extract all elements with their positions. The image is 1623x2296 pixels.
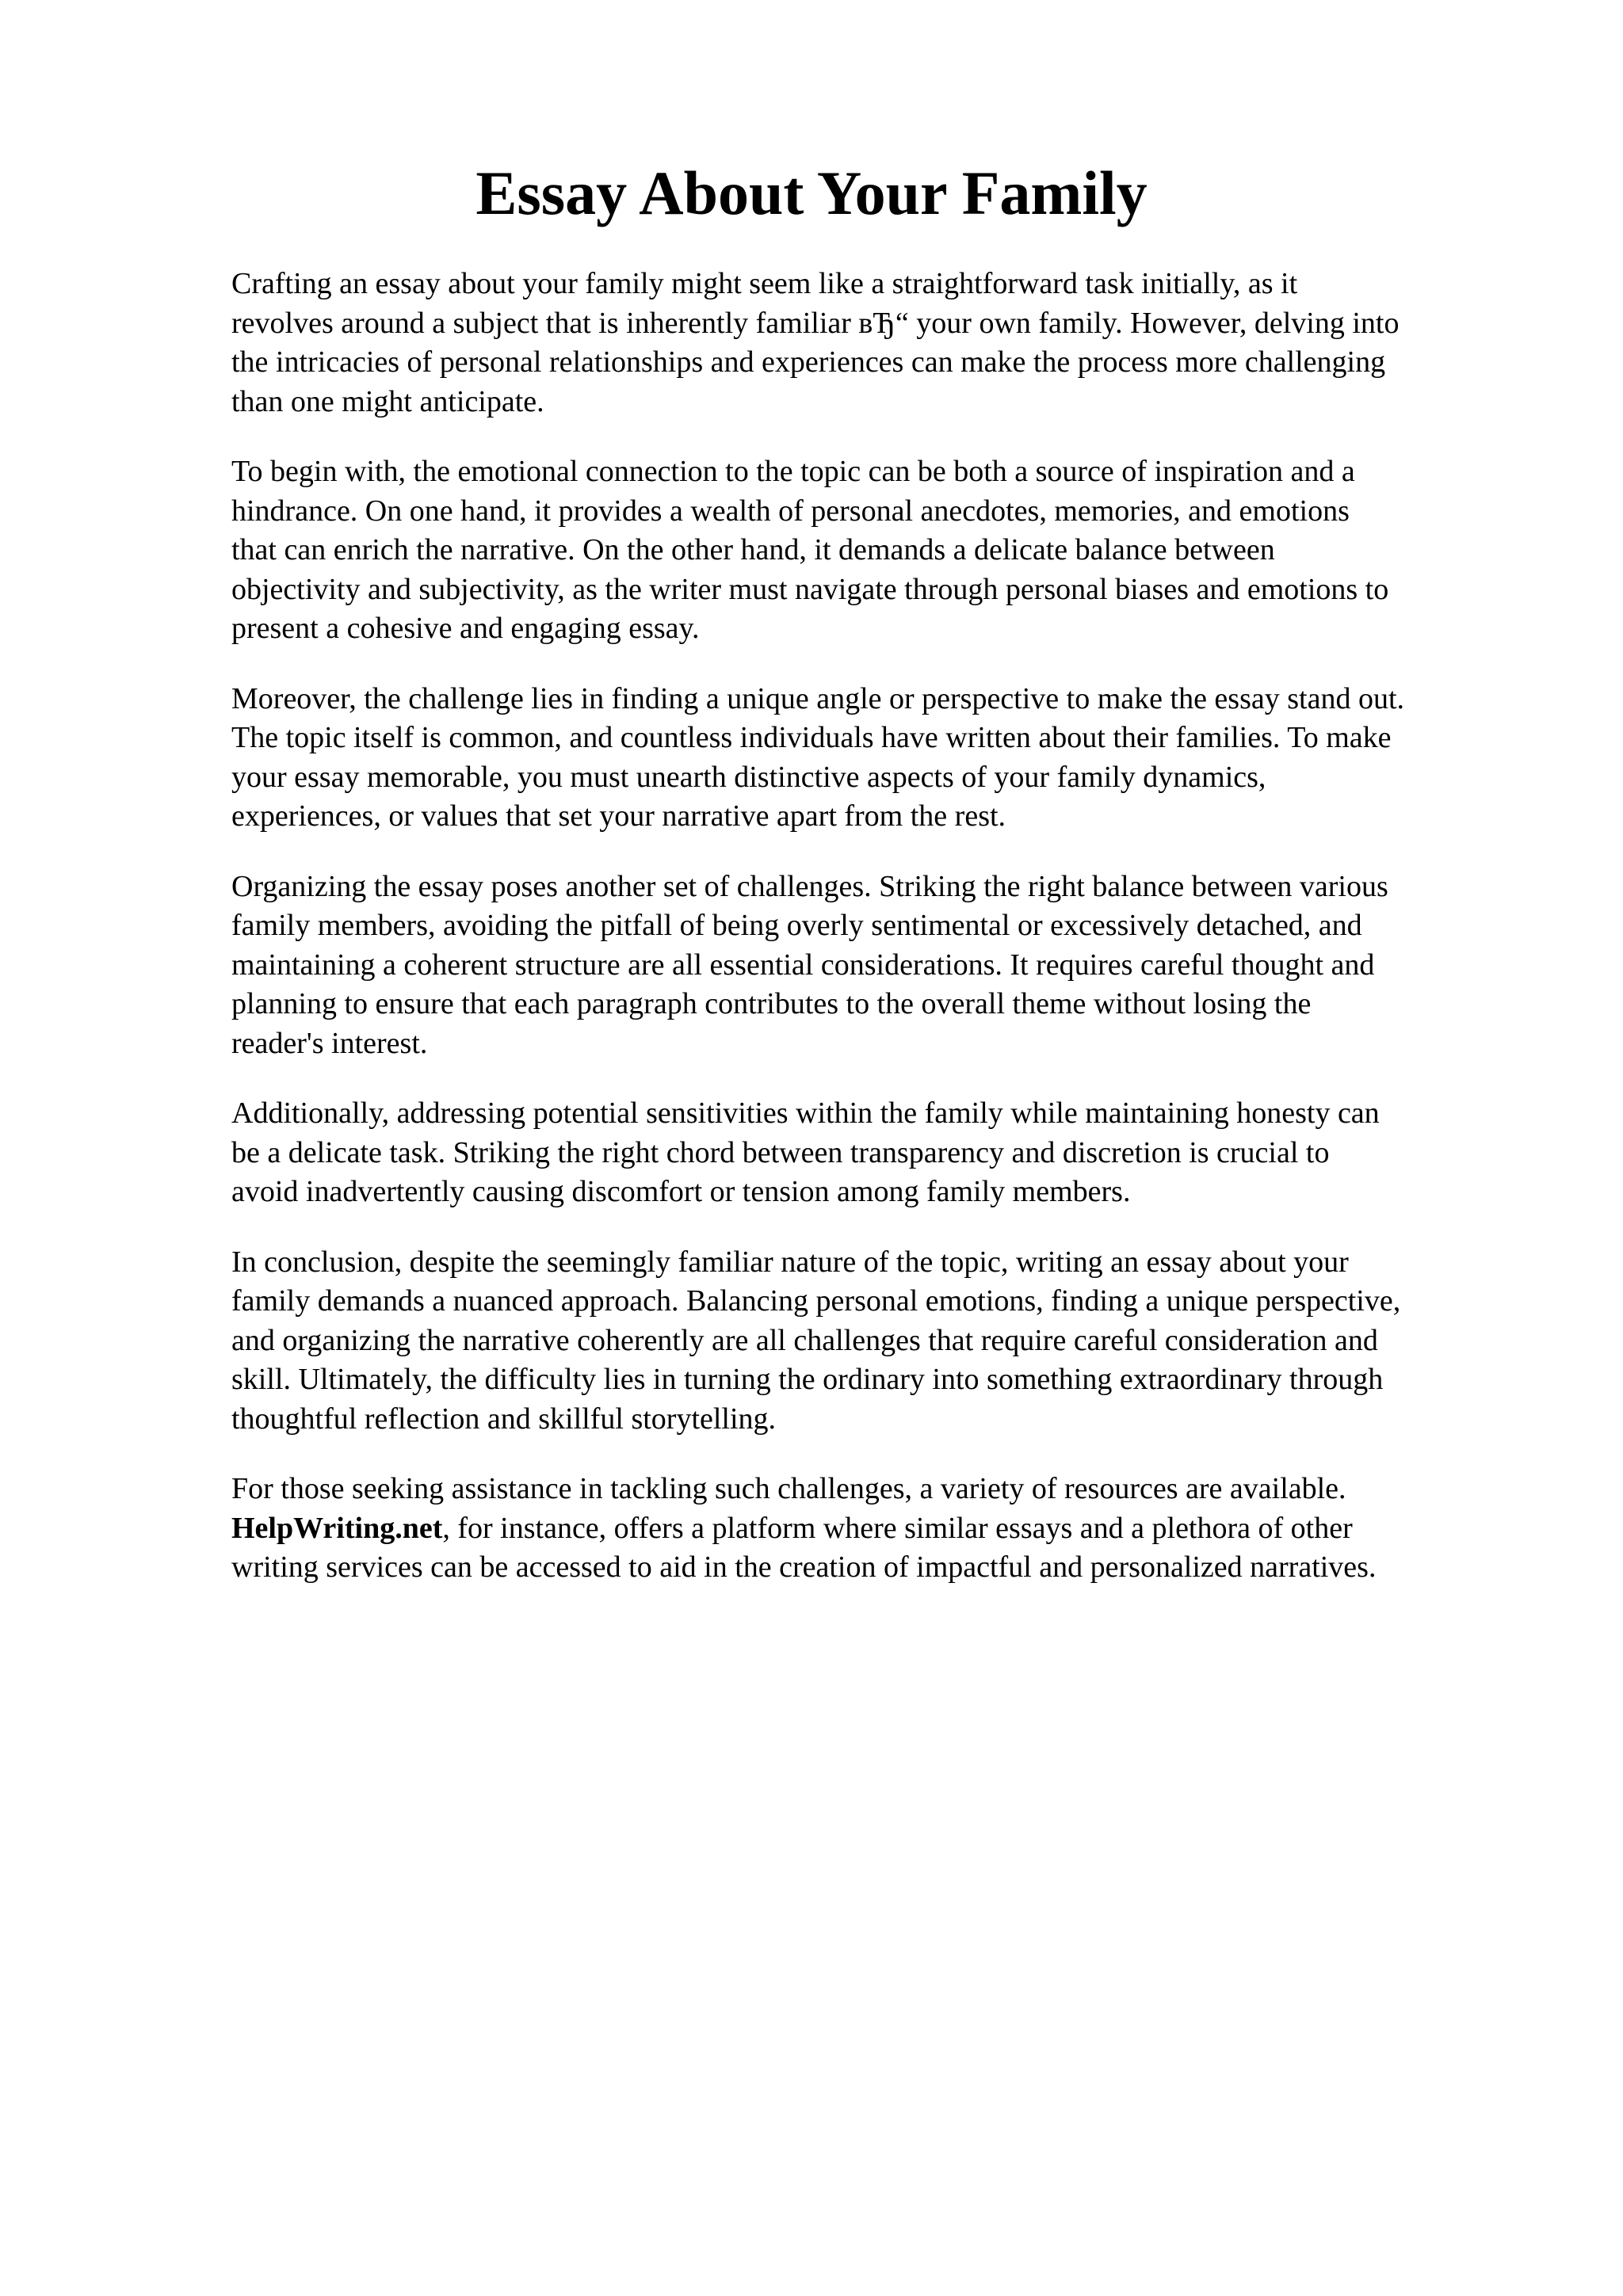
closing-intro-text: For those seeking assistance in tackling such challenges, a variety of resources are available.	[231, 1472, 1346, 1505]
paragraph-intro: Crafting an essay about your family might seem like a straightforward task initially, as it revolves around a subject that is inherently familiar вЂ“ your own family. However, delving into the intricacies of personal relationships and experiences can make the process more challenging than one might anticipate.	[231, 267, 1400, 418]
paragraph-organizing: Organizing the essay poses another set of challenges. Striking the right balance between various family members, avoiding the pitfall of being overly sentimental or excessively detached, and maintaining a coherent structure are all essential considerations. It requires careful thought and planning to ensure that each paragraph contributes to the overall theme without losing the reader's interest.	[231, 869, 1388, 1060]
paragraph-sensitivities: Additionally, addressing potential sensitivities within the family while maintaining honesty can be a delicate task. Striking the right chord between transparency and discretion is crucial to avoid inadvertently causing discomfort or tension among family members.	[231, 1097, 1380, 1208]
closing-rest-text: , for instance, offers a platform where similar essays and a plethora of other writing services can be accessed to aid in the creation of impactful and personalized narratives.	[231, 1511, 1377, 1584]
paragraph-conclusion: In conclusion, despite the seemingly familiar nature of the topic, writing an essay about your family demands a nuanced approach. Balancing personal emotions, finding a unique perspective, and organizing the narrative coherently are all challenges that require careful consideration and skill. Ultimately, the difficulty lies in turning the ordinary into something extraordinary through thoughtful reflection and skillful storytelling.	[231, 1245, 1401, 1436]
essay-body	[231, 265, 1531, 1619]
paragraph-emotional-connection: To begin with, the emotional connection to the topic can be both a source of inspiration and a hindrance. On one hand, it provides a wealth of personal anecdotes, memories, and emotions that can enrich the narrative. On the other hand, it demands a delicate balance between objectivity and subjectivity, as the writer must navigate through personal biases and emotions to present a cohesive and engaging essay.	[231, 455, 1389, 645]
brand-name: HelpWriting.net	[231, 1511, 443, 1545]
paragraph-closing	[231, 1470, 1531, 1588]
page-title: Essay About Your Family	[475, 158, 1148, 227]
paragraph-unique-angle: Moreover, the challenge lies in finding a unique angle or perspective to make the essay stand out. The topic itself is common, and countless individuals have written about their families. To make your essay memorable, you must unearth distinctive aspects of your family dynamics, experiences, or values that set your narrative apart from the rest.	[231, 681, 1405, 833]
